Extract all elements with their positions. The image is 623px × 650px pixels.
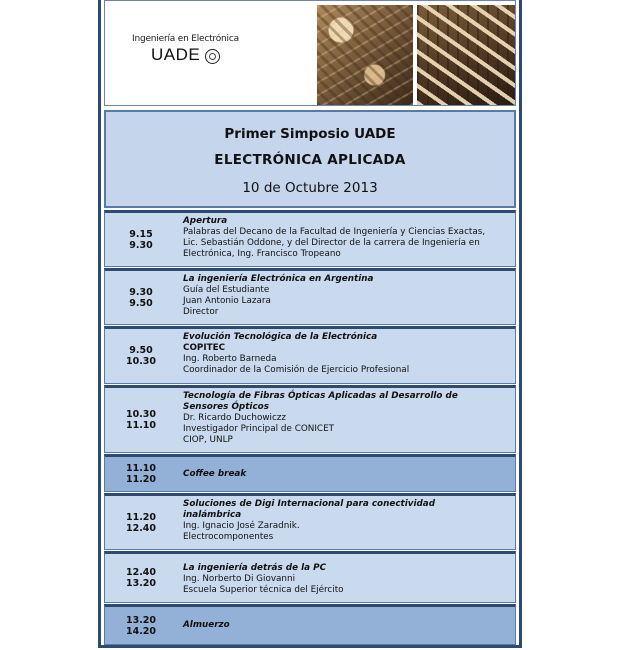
session-detail: Guía del Estudiante	[183, 285, 270, 295]
university-seal-icon	[205, 49, 220, 64]
session-row	[104, 493, 516, 550]
session-title: Coffee break	[183, 468, 247, 479]
session-row	[104, 268, 516, 325]
session-content	[183, 499, 509, 543]
session-time	[105, 607, 177, 644]
session-detail: Ing. Roberto Barneda	[183, 354, 277, 364]
session-title: Evolución Tecnológica de la Electrónica	[183, 332, 378, 342]
session-start: 9.30	[129, 286, 153, 298]
resistors-photo	[417, 5, 515, 105]
session-title: Apertura	[183, 216, 228, 226]
session-content	[183, 563, 509, 596]
program-frame	[98, 0, 522, 648]
session-row-lunch	[104, 604, 516, 645]
session-end: 14.20	[125, 625, 157, 637]
session-row	[104, 385, 516, 453]
session-end: 11.10	[125, 420, 157, 431]
session-content	[183, 332, 509, 376]
session-title: La ingeniería detrás de la PC	[183, 563, 327, 573]
session-end: 10.30	[125, 356, 157, 367]
session-time	[105, 213, 177, 266]
session-end: 11.20	[125, 474, 157, 485]
session-detail: Director	[183, 307, 219, 317]
circuit-board-photo	[317, 5, 413, 105]
header-banner	[104, 0, 516, 106]
session-time	[105, 329, 177, 383]
session-time	[105, 457, 177, 491]
session-detail: Lic. Sebastián Oddone, y del Director de la carrera de Ingeniería en	[183, 238, 480, 248]
session-detail: Ing. Ignacio José Zaradnik.	[183, 521, 300, 531]
session-row	[104, 210, 516, 267]
session-time	[105, 554, 177, 602]
session-start: 12.40	[125, 567, 157, 578]
event-title-box	[104, 110, 516, 208]
session-title: Soluciones de Digi Internacional para conectividad	[183, 499, 436, 509]
session-detail: Juan Antonio Lazara	[183, 296, 271, 306]
session-time	[105, 388, 177, 452]
session-time	[105, 271, 177, 324]
event-subtitle: ELECTRÓNICA APLICADA	[214, 152, 406, 168]
event-title: Primer Simposio UADE	[224, 126, 396, 142]
session-content	[183, 274, 509, 318]
session-title: Almuerzo	[183, 620, 230, 630]
session-start: 11.10	[125, 463, 157, 474]
session-start: 9.15	[129, 228, 153, 240]
session-content	[183, 607, 509, 644]
session-start: 9.50	[129, 345, 153, 356]
session-detail: CIOP, UNLP	[183, 435, 233, 445]
session-row	[104, 551, 516, 603]
session-detail: Dr. Ricardo Duchowiczz	[183, 413, 287, 423]
session-organization: COPITEC	[183, 343, 226, 353]
session-end: 12.40	[125, 522, 157, 534]
session-content	[183, 216, 509, 260]
session-row	[104, 326, 516, 384]
session-content	[183, 391, 509, 446]
session-end: 13.20	[125, 578, 157, 589]
session-start: 11.20	[125, 511, 157, 523]
session-title-cont: Sensores Ópticos	[183, 402, 269, 412]
session-title-cont: inalámbrica	[183, 510, 242, 520]
session-end: 9.30	[129, 239, 153, 251]
session-detail: Investigador Principal de CONICET	[183, 424, 335, 434]
session-start: 13.20	[125, 614, 157, 626]
session-end: 9.50	[129, 297, 153, 309]
session-title: Tecnología de Fibras Ópticas Aplicadas al Desarrollo de	[183, 391, 458, 401]
university-logo: UADE	[151, 45, 201, 64]
session-detail: Electrónica, Ing. Francisco Tropeano	[183, 249, 341, 259]
session-content	[183, 457, 509, 491]
session-time	[105, 496, 177, 549]
event-date: 10 de Octubre 2013	[242, 180, 378, 196]
session-title: La ingeniería Electrónica en Argentina	[183, 274, 374, 284]
session-detail: Escuela Superior técnica del Ejército	[183, 585, 344, 595]
session-detail: Electrocomponentes	[183, 532, 274, 542]
faculty-subtitle: Ingeniería en Electrónica	[132, 34, 239, 44]
session-row-break	[104, 454, 516, 492]
session-detail: Coordinador de la Comisión de Ejercicio Profesional	[183, 365, 410, 375]
session-detail: Palabras del Decano de la Facultad de Ingeniería y Ciencias Exactas,	[183, 227, 486, 237]
session-start: 10.30	[125, 409, 157, 420]
session-detail: Ing. Norberto Di Giovanni	[183, 574, 296, 584]
